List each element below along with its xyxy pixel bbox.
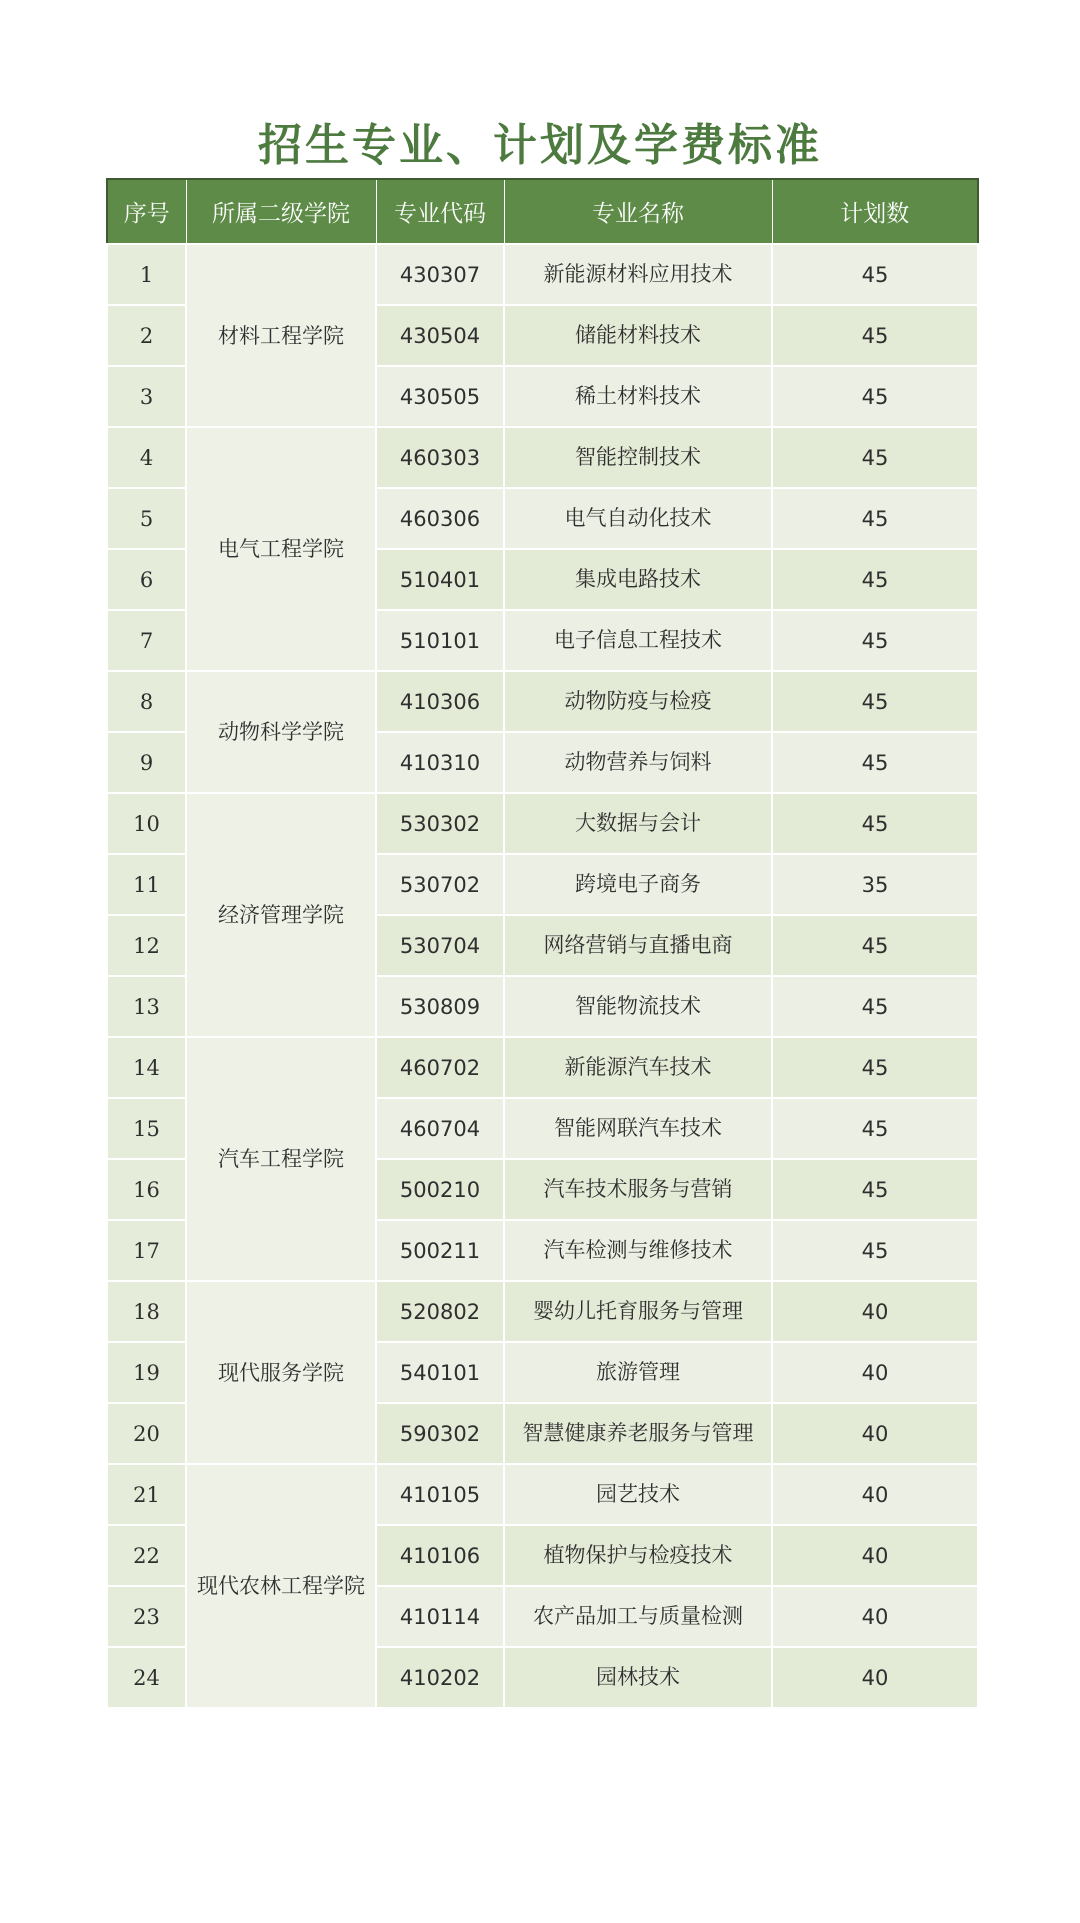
major-code: 430504 — [376, 305, 504, 366]
major-code: 460702 — [376, 1037, 504, 1098]
major-code: 430505 — [376, 366, 504, 427]
table-row — [107, 427, 978, 488]
major-name: 园艺技术 — [504, 1464, 772, 1525]
major-name: 智能网联汽车技术 — [504, 1098, 772, 1159]
plan-count: 45 — [772, 427, 978, 488]
major-name: 动物防疫与检疫 — [504, 671, 772, 732]
major-code: 410106 — [376, 1525, 504, 1586]
plan-count: 45 — [772, 1159, 978, 1220]
major-name: 储能材料技术 — [504, 305, 772, 366]
plan-count: 40 — [772, 1586, 978, 1647]
row-index: 6 — [107, 549, 186, 610]
major-code: 530302 — [376, 793, 504, 854]
row-index: 23 — [107, 1586, 186, 1647]
major-code: 530702 — [376, 854, 504, 915]
major-name: 跨境电子商务 — [504, 854, 772, 915]
row-index: 16 — [107, 1159, 186, 1220]
major-name: 汽车检测与维修技术 — [504, 1220, 772, 1281]
major-code: 410202 — [376, 1647, 504, 1708]
row-index: 17 — [107, 1220, 186, 1281]
table-body — [107, 244, 978, 1708]
major-name: 大数据与会计 — [504, 793, 772, 854]
row-index: 15 — [107, 1098, 186, 1159]
major-code: 460303 — [376, 427, 504, 488]
row-index: 18 — [107, 1281, 186, 1342]
major-code: 410114 — [376, 1586, 504, 1647]
table-row — [107, 1464, 978, 1525]
row-index: 5 — [107, 488, 186, 549]
row-index: 3 — [107, 366, 186, 427]
row-index: 1 — [107, 244, 186, 305]
major-name: 婴幼儿托育服务与管理 — [504, 1281, 772, 1342]
plan-count: 40 — [772, 1464, 978, 1525]
major-code: 460704 — [376, 1098, 504, 1159]
header-index: 序号 — [107, 179, 186, 244]
major-code: 520802 — [376, 1281, 504, 1342]
college-name: 现代服务学院 — [186, 1281, 376, 1464]
major-code: 500211 — [376, 1220, 504, 1281]
major-name: 电子信息工程技术 — [504, 610, 772, 671]
header-major-code: 专业代码 — [376, 179, 504, 244]
plan-count: 45 — [772, 488, 978, 549]
row-index: 22 — [107, 1525, 186, 1586]
major-name: 智能物流技术 — [504, 976, 772, 1037]
page-title: 招生专业、计划及学费标准 — [258, 120, 822, 172]
plan-count: 45 — [772, 915, 978, 976]
major-name: 园林技术 — [504, 1647, 772, 1708]
major-name: 植物保护与检疫技术 — [504, 1525, 772, 1586]
major-code: 410105 — [376, 1464, 504, 1525]
major-code: 510401 — [376, 549, 504, 610]
plan-count: 45 — [772, 549, 978, 610]
college-name: 现代农林工程学院 — [186, 1464, 376, 1708]
enrollment-plan-table — [106, 178, 979, 1709]
major-name: 稀土材料技术 — [504, 366, 772, 427]
major-name: 智能控制技术 — [504, 427, 772, 488]
major-name: 智慧健康养老服务与管理 — [504, 1403, 772, 1464]
major-name: 网络营销与直播电商 — [504, 915, 772, 976]
major-name: 集成电路技术 — [504, 549, 772, 610]
table-row — [107, 671, 978, 732]
major-code: 510101 — [376, 610, 504, 671]
plan-count: 40 — [772, 1647, 978, 1708]
plan-count: 45 — [772, 793, 978, 854]
plan-count: 45 — [772, 976, 978, 1037]
row-index: 9 — [107, 732, 186, 793]
college-name: 电气工程学院 — [186, 427, 376, 671]
row-index: 21 — [107, 1464, 186, 1525]
plan-count: 45 — [772, 671, 978, 732]
major-code: 430307 — [376, 244, 504, 305]
table-row — [107, 244, 978, 305]
major-name: 汽车技术服务与营销 — [504, 1159, 772, 1220]
table-row — [107, 1037, 978, 1098]
major-name: 动物营养与饲料 — [504, 732, 772, 793]
major-name: 新能源材料应用技术 — [504, 244, 772, 305]
row-index: 10 — [107, 793, 186, 854]
college-name: 材料工程学院 — [186, 244, 376, 427]
plan-count: 45 — [772, 366, 978, 427]
plan-count: 40 — [772, 1403, 978, 1464]
college-name: 动物科学学院 — [186, 671, 376, 793]
major-code: 410306 — [376, 671, 504, 732]
header-major-name: 专业名称 — [504, 179, 772, 244]
table-row — [107, 793, 978, 854]
major-code: 590302 — [376, 1403, 504, 1464]
row-index: 20 — [107, 1403, 186, 1464]
plan-count: 45 — [772, 1037, 978, 1098]
major-code: 500210 — [376, 1159, 504, 1220]
major-code: 460306 — [376, 488, 504, 549]
row-index: 14 — [107, 1037, 186, 1098]
major-name: 新能源汽车技术 — [504, 1037, 772, 1098]
plan-count: 40 — [772, 1525, 978, 1586]
major-name: 旅游管理 — [504, 1342, 772, 1403]
row-index: 2 — [107, 305, 186, 366]
plan-count: 45 — [772, 1098, 978, 1159]
plan-count: 45 — [772, 732, 978, 793]
plan-count: 45 — [772, 1220, 978, 1281]
header-plan-count: 计划数 — [772, 179, 978, 244]
plan-count: 45 — [772, 305, 978, 366]
table-row — [107, 1281, 978, 1342]
plan-count: 40 — [772, 1342, 978, 1403]
row-index: 12 — [107, 915, 186, 976]
row-index: 7 — [107, 610, 186, 671]
major-code: 530809 — [376, 976, 504, 1037]
major-name: 农产品加工与质量检测 — [504, 1586, 772, 1647]
row-index: 13 — [107, 976, 186, 1037]
major-name: 电气自动化技术 — [504, 488, 772, 549]
row-index: 4 — [107, 427, 186, 488]
table-header-row — [107, 179, 978, 244]
row-index: 8 — [107, 671, 186, 732]
row-index: 24 — [107, 1647, 186, 1708]
plan-count: 45 — [772, 244, 978, 305]
plan-count: 35 — [772, 854, 978, 915]
college-name: 汽车工程学院 — [186, 1037, 376, 1281]
major-code: 540101 — [376, 1342, 504, 1403]
plan-count: 45 — [772, 610, 978, 671]
college-name: 经济管理学院 — [186, 793, 376, 1037]
plan-count: 40 — [772, 1281, 978, 1342]
major-code: 530704 — [376, 915, 504, 976]
row-index: 11 — [107, 854, 186, 915]
header-college: 所属二级学院 — [186, 179, 376, 244]
row-index: 19 — [107, 1342, 186, 1403]
major-code: 410310 — [376, 732, 504, 793]
